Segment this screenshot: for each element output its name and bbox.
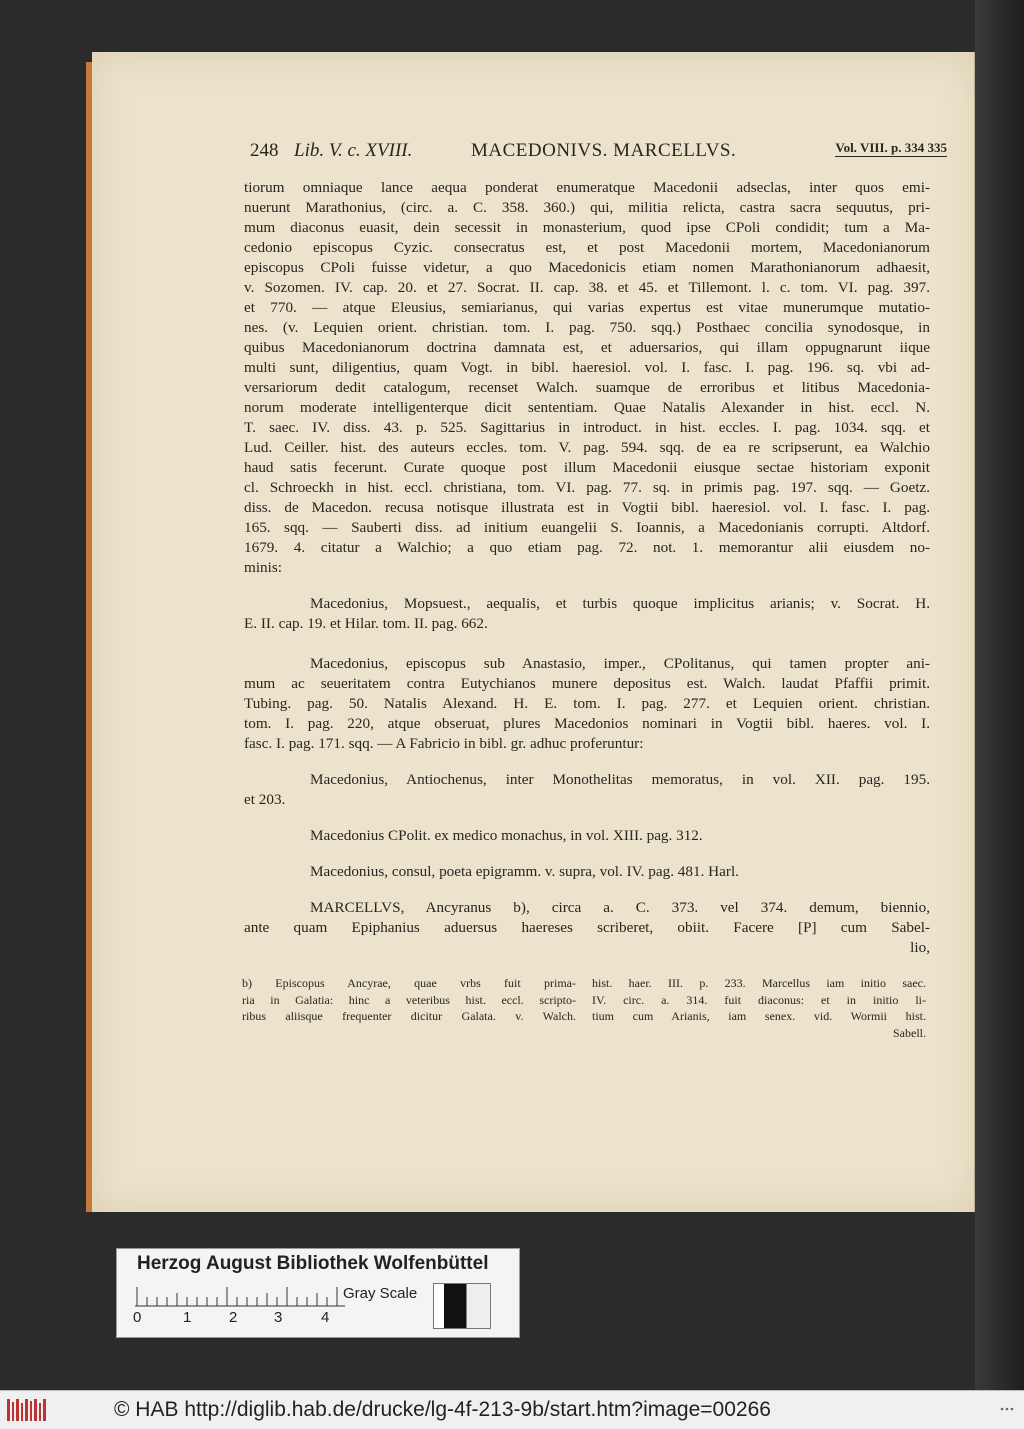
- text-line: v. Sozomen. IV. cap. 20. et 27. Socrat. II. cap. 38. et 45. et Tillemont. l. c. tom. VI. pag. 397.: [244, 279, 930, 296]
- text-line: cedonio episcopus Cyzic. consecratus est, et post Macedonii mortem, Macedonianorum: [244, 239, 930, 256]
- text-line: Macedonius, Mopsuest., aequalis, et turbis quoque implicitus arianis; v. Socrat. H.: [310, 595, 930, 612]
- footnote-line: IV. circ. a. 314. fuit diaconus: et in initio li-: [592, 992, 926, 1007]
- main-text: [244, 178, 930, 958]
- text-line: episcopus CPoli fuisse videtur, a quo Macedonicis etiam nomen Marathonianorum adhaesit,: [244, 259, 930, 276]
- text-line: 1679. 4. citatur a Walchio; a quo etiam pag. 72. not. 1. memorantur alii eiusdem no-: [244, 539, 930, 556]
- dots-icon: [1000, 1406, 1014, 1412]
- ruler-number: 1: [183, 1309, 192, 1326]
- text-line: nes. (v. Lequien orient. christian. tom. I. pag. 750. sqq.) Posthaec concilia synodosque, in: [244, 319, 930, 336]
- text-line: 165. sqq. — Sauberti diss. ad initium euangelii S. Ioannis, a Macedonianis corrupti. Altdorf.: [244, 519, 930, 536]
- paragraph-main: [244, 178, 930, 578]
- ruler-number: 2: [229, 1309, 238, 1326]
- text-line: Macedonius CPolit. ex medico monachus, in vol. XIII. pag. 312.: [310, 827, 703, 844]
- text-line: norum moderate intelligenterque dicit sententiam. Quae Natalis Alexander in hist. eccl. N.: [244, 399, 930, 416]
- chapter-reference: Lib. V. c. XVIII.: [294, 140, 413, 161]
- text-line: E. II. cap. 19. et Hilar. tom. II. pag. 662.: [244, 615, 488, 632]
- text-line: multi sunt, diligentius, quam Vogt. in bibl. haeresiol. vol. I. fasc. I. pag. 196. sq. vbi ad-: [244, 359, 930, 376]
- hab-logo-icon: [6, 1397, 50, 1423]
- gray-scale-label: Gray Scale: [343, 1285, 418, 1302]
- library-label-card: [116, 1248, 520, 1338]
- footnote-line: tium cum Arianis, iam senex. vid. Wormii hist.: [592, 1009, 926, 1023]
- page-title: MACEDONIVS. MARCELLVS.: [471, 140, 737, 161]
- ruler-scale: [135, 1283, 345, 1307]
- text-line: mum diaconus euasit, dein secessit in monasterium, quod ipse CPoli condidit; tum a Ma-: [244, 219, 930, 236]
- library-name: Herzog August Bibliothek Wolfenbüttel: [137, 1253, 489, 1274]
- text-line: Macedonius, episcopus sub Anastasio, imper., CPolitanus, qui tamen propter ani-: [310, 655, 930, 672]
- text-line: ante quam Epiphanius aduersus haereses scriberet, obiit. Facere [P] cum Sabel-: [244, 919, 930, 936]
- text-line: mum ac seueritatem contra Eutychianos munere depositus est. Walch. laudat Pfaffii primit.: [244, 675, 930, 692]
- text-line: versariorum dedit catalogum, recenset Walch. suamque de erroribus et litibus Macedonia-: [244, 379, 930, 396]
- entry-anastasio: [244, 654, 930, 754]
- footnote-line: ribus aliisque frequenter dicitur Galata. v. Walch.: [242, 1009, 576, 1023]
- entry-antiochenus: [244, 770, 930, 810]
- catchword: Sabell.: [893, 1026, 926, 1040]
- text-line: lio,: [910, 939, 930, 956]
- text-line: haud satis fecerunt. Curate quoque post illum Macedonii eiusque sectae historiam exponit: [244, 459, 930, 476]
- ruler-number: 4: [321, 1309, 330, 1326]
- text-line: nuerunt Marathonius, (circ. a. C. 358. 360.) qui, militia relicta, castra sacra sequutus, pri-: [244, 199, 930, 216]
- text-line: fasc. I. pag. 171. sqq. — A Fabricio in bibl. gr. adhuc proferuntur:: [244, 735, 644, 752]
- entry-mopsuest: [244, 594, 930, 634]
- text-line: quibus Macedonianorum doctrina damnata est, et aduersarios, qui illam oppugnarunt iique: [244, 339, 930, 356]
- footnote-line: hist. haer. III. p. 233. Marcellus iam initio saec.: [592, 976, 926, 990]
- ruler-number: 0: [133, 1309, 142, 1326]
- scan-background: [975, 0, 1024, 1390]
- entry-cpolit: [244, 826, 930, 846]
- footnote-left-column: [242, 975, 576, 1025]
- footer-bar: [0, 1390, 1024, 1429]
- text-line: tom. I. pag. 220, atque obseruat, plures Macedonios nominari in Vogtii bibl. haeres. vol. I.: [244, 715, 930, 732]
- text-line: T. saec. IV. diss. 43. p. 525. Sagittarius in introduct. in hist. eccles. I. pag. 1034. sqq. et: [244, 419, 930, 436]
- text-line: MARCELLVS, Ancyranus b), circa a. C. 373. vel 374. demum, biennio,: [310, 899, 930, 916]
- volume-reference: Vol. VIII. p. 334 335: [835, 140, 947, 155]
- text-line: cl. Schroeckh in hist. eccl. christiana, tom. VI. pag. 77. sq. in primis pag. 197. sqq. — Goetz.: [244, 479, 930, 496]
- gray-scale-swatch: [433, 1283, 491, 1329]
- text-line: Tubing. pag. 50. Natalis Alexand. H. E. tom. I. pag. 277. et Lequien orient. christian.: [244, 695, 930, 712]
- footnote-right-column: [592, 975, 926, 1025]
- entry-marcellus: [244, 898, 930, 958]
- text-line: et 770. — atque Eleusius, semiarianus, qui varias expertus est vitae munerumque mutatio-: [244, 299, 930, 316]
- text-line: Macedonius, consul, poeta epigramm. v. supra, vol. IV. pag. 481. Harl.: [310, 863, 739, 880]
- ruler-number: 3: [274, 1309, 283, 1326]
- text-line: diss. de Macedon. recusa notisque illustrata est in Vogtii bibl. haeresiol. vol. I. fasc. I. pag.: [244, 499, 930, 516]
- text-line: Macedonius, Antiochenus, inter Monothelitas memoratus, in vol. XII. pag. 195.: [310, 771, 930, 788]
- page-number: 248: [250, 140, 279, 161]
- footnote-line: b) Episcopus Ancyrae, quae vrbs fuit prima-: [242, 976, 576, 990]
- text-line: minis:: [244, 559, 282, 576]
- text-line: Lud. Ceiller. hist. des auteurs eccles. tom. V. pag. 594. sqq. de ea re scripserunt, ea Walchio: [244, 439, 930, 456]
- running-header: [250, 140, 947, 164]
- text-line: tiorum omniaque lance aequa ponderat enumeratque Macedonii adseclas, inter quos emi-: [244, 179, 930, 196]
- copyright-url[interactable]: © HAB http://diglib.hab.de/drucke/lg-4f-213-9b/start.htm?image=00266: [114, 1398, 771, 1421]
- text-line: et 203.: [244, 791, 286, 808]
- entry-consul: [244, 862, 930, 882]
- footnote-line: ria in Galatia: hinc a veteribus hist. eccl. scripto-: [242, 992, 576, 1007]
